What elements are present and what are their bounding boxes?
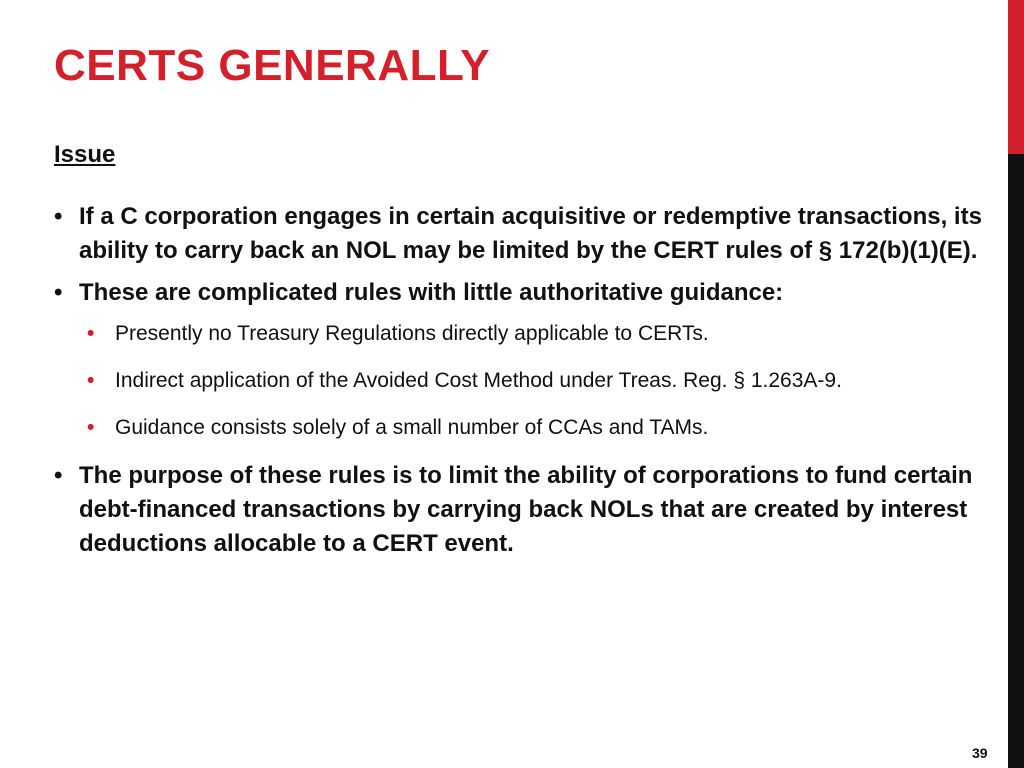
bullet-item-1 xyxy=(54,200,984,268)
bullet-marker: • xyxy=(54,203,63,230)
sub-bullet-text: Indirect application of the Avoided Cost Method under Treas. Reg. § 1.263A-9. xyxy=(115,369,842,392)
sub-bullet-item-1 xyxy=(54,318,925,349)
sub-bullet-marker: • xyxy=(87,369,95,392)
slide-title: CERTS GENERALLY xyxy=(54,41,491,90)
sub-bullet-item-3 xyxy=(54,412,925,443)
bullet-item-3 xyxy=(54,459,984,561)
bullet-text: These are complicated rules with little authoritative guidance: xyxy=(79,279,784,306)
issue-subheading: Issue xyxy=(54,141,116,168)
sub-bullet-marker: • xyxy=(87,322,95,345)
bullet-item-2 xyxy=(54,276,984,310)
bullet-marker: • xyxy=(54,279,63,306)
bullet-marker: • xyxy=(54,462,63,489)
sub-bullet-list xyxy=(54,318,984,443)
sub-bullet-text: Presently no Treasury Regulations directly applicable to CERTs. xyxy=(115,322,709,345)
sub-bullet-item-2 xyxy=(54,365,925,396)
side-accent-bar-red xyxy=(1008,0,1024,154)
bullet-list xyxy=(54,200,984,569)
sub-bullet-text: Guidance consists solely of a small number of CCAs and TAMs. xyxy=(115,416,709,439)
bullet-text: The purpose of these rules is to limit the ability of corporations to fund certain debt-financed transactions by carrying back NOLs that are created by interest deductions allocable to a CERT event. xyxy=(79,462,973,557)
bullet-text: If a C corporation engages in certain acquisitive or redemptive transactions, its ability to carry back an NOL may be limited by the CERT rules of § 172(b)(1)(E). xyxy=(79,203,982,264)
side-accent-bar-dark xyxy=(1008,154,1024,768)
page-number: 39 xyxy=(972,745,988,761)
sub-bullet-marker: • xyxy=(87,416,95,439)
